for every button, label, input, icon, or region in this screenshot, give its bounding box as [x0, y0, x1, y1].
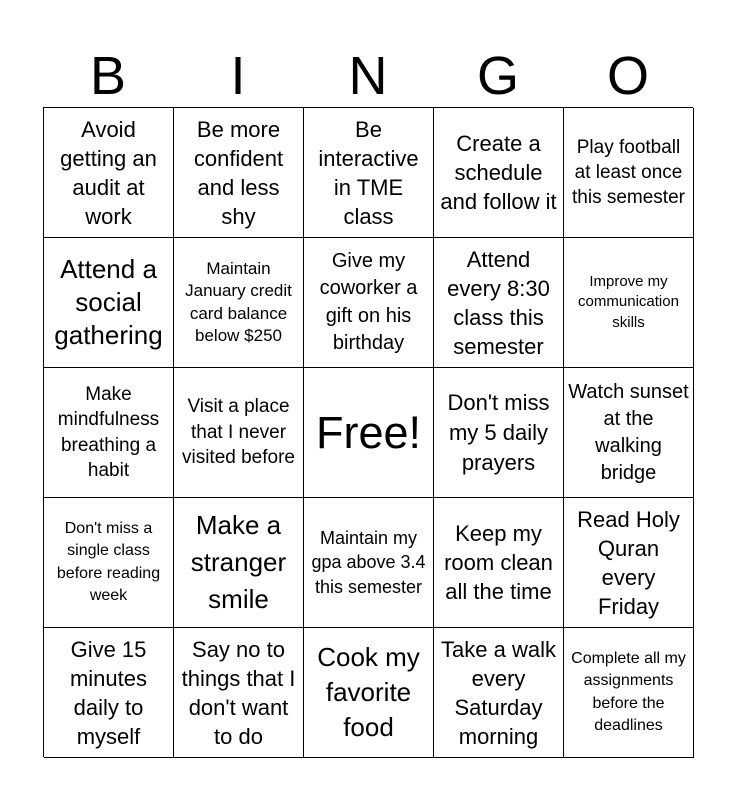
- cell-text: Don't miss a single class before reading week: [56, 519, 161, 604]
- cell-text: Cook my favorite food: [317, 642, 420, 742]
- cell-text: Read Holy Quran every Friday: [577, 506, 680, 619]
- bingo-cell[interactable]: [564, 368, 694, 498]
- bingo-cell[interactable]: [564, 238, 694, 368]
- bingo-cell[interactable]: [304, 498, 434, 628]
- cell-text: Be interactive in TME class: [318, 116, 419, 229]
- bingo-cell[interactable]: [434, 238, 564, 368]
- cell-text: Maintain January credit card balance below $250: [185, 258, 292, 345]
- cell-text: Make a stranger smile: [190, 510, 287, 614]
- bingo-grid: [43, 107, 693, 757]
- bingo-cell[interactable]: [44, 108, 174, 238]
- cell-text: Keep my room clean all the time: [444, 521, 553, 604]
- header-letter-b: B: [89, 46, 127, 106]
- bingo-cell[interactable]: [174, 628, 304, 758]
- cell-text: Visit a place that I never visited before: [181, 396, 295, 469]
- cell-text: Give 15 minutes daily to myself: [69, 636, 148, 749]
- header-letter-o: O: [606, 46, 649, 106]
- cell-text: Attend every 8:30 class this semester: [447, 246, 550, 359]
- free-space: [304, 368, 434, 498]
- bingo-cell[interactable]: [174, 498, 304, 628]
- bingo-cell[interactable]: [44, 498, 174, 628]
- cell-text: Complete all my assignments before the deadlines: [571, 649, 686, 734]
- bingo-cell[interactable]: [174, 238, 304, 368]
- bingo-cell[interactable]: [434, 108, 564, 238]
- bingo-cell[interactable]: [44, 238, 174, 368]
- header-letter-i: I: [230, 46, 246, 106]
- cell-text: Watch sunset at the walking bridge: [568, 380, 689, 484]
- cell-text: Attend a social gathering: [54, 254, 163, 350]
- bingo-cell[interactable]: [174, 108, 304, 238]
- bingo-header: [43, 46, 693, 106]
- bingo-cell[interactable]: [434, 628, 564, 758]
- header-letter-g: G: [476, 46, 519, 106]
- cell-text: Improve my communication skills: [578, 272, 679, 331]
- bingo-cell[interactable]: [564, 108, 694, 238]
- header-letter-n: N: [348, 46, 388, 106]
- cell-text: Maintain my gpa above 3.4 this semester: [311, 527, 426, 597]
- bingo-cell[interactable]: [44, 368, 174, 498]
- cell-text: Say no to things that I don't want to do: [181, 636, 296, 749]
- cell-text: Be more confident and less shy: [193, 116, 284, 229]
- cell-text: Make mindfulness breathing a habit: [57, 383, 160, 481]
- bingo-cell[interactable]: [44, 628, 174, 758]
- cell-text: Don't miss my 5 daily prayers: [447, 389, 550, 475]
- cell-text: Free!: [315, 406, 422, 458]
- bingo-cell[interactable]: [174, 368, 304, 498]
- bingo-cell[interactable]: [434, 498, 564, 628]
- bingo-cell[interactable]: [564, 498, 694, 628]
- bingo-cell[interactable]: [304, 238, 434, 368]
- bingo-cell[interactable]: [434, 368, 564, 498]
- cell-text: Avoid getting an audit at work: [60, 116, 157, 229]
- cell-text: Take a walk every Saturday morning: [441, 636, 556, 749]
- bingo-cell[interactable]: [304, 108, 434, 238]
- cell-text: Give my coworker a gift on his birthday: [319, 249, 418, 354]
- bingo-cell[interactable]: [564, 628, 694, 758]
- cell-text: Create a schedule and follow it: [440, 131, 557, 214]
- cell-text: Play football at least once this semester: [572, 137, 685, 208]
- bingo-cell[interactable]: [304, 628, 434, 758]
